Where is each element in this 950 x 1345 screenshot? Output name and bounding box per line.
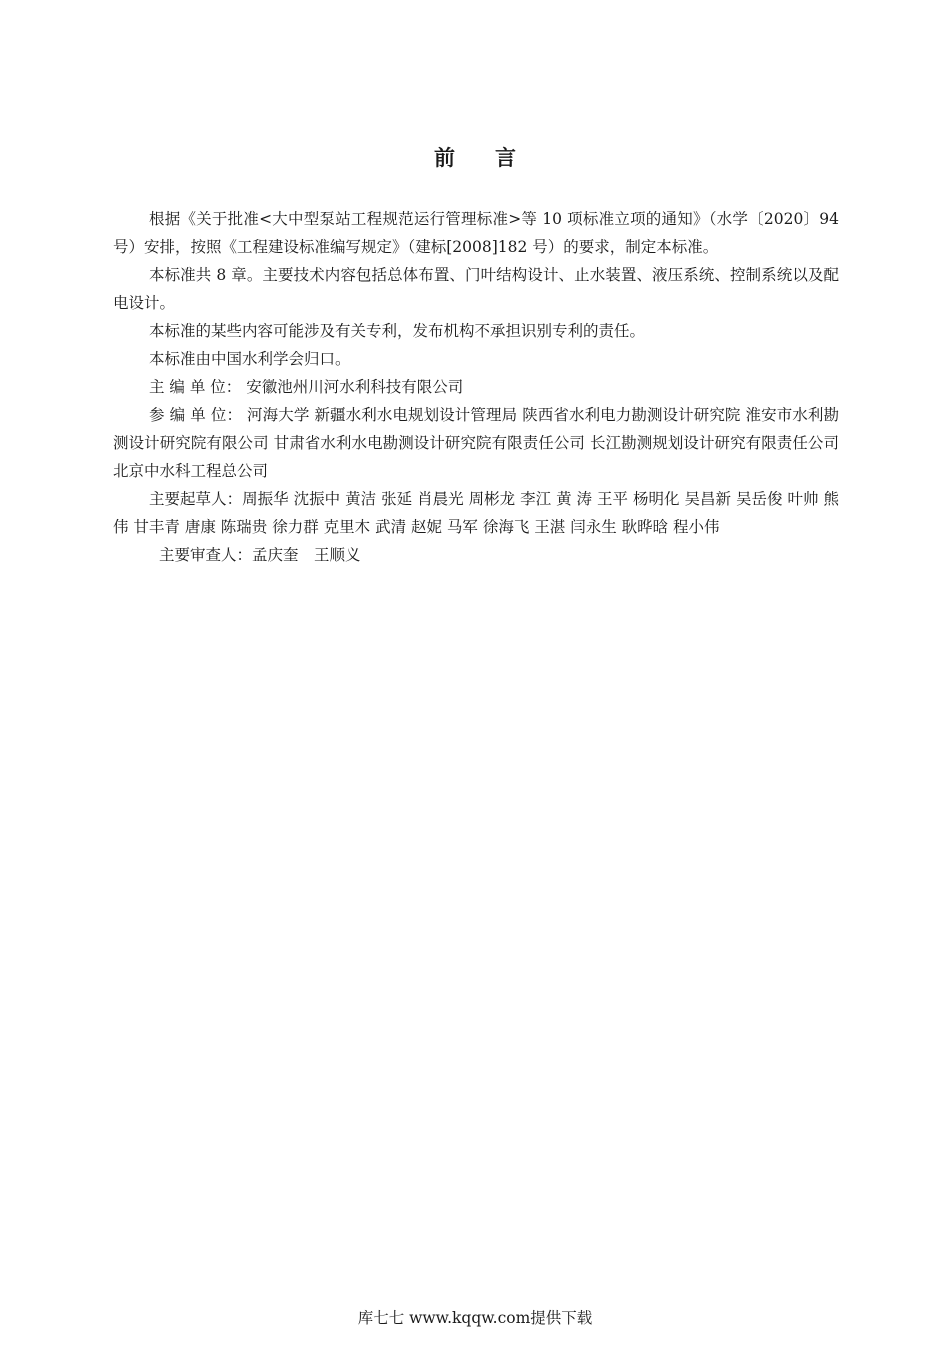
paragraph-drafters: 主要起草人：周振华 沈振中 黄洁 张延 肖晨光 周彬龙 李江 黄 涛 王平 杨明化 吴昌新 吴岳俊 叶帅 熊伟 甘丰青 唐康 陈瑞贵 徐力群 克里木 武清 赵妮 马军 徐海飞 王湛 闫永生 耿晔晗 程小伟	[113, 490, 839, 536]
paragraph-chapters: 本标准共 8 章。主要技术内容包括总体布置、门叶结构设计、止水装置、液压系统、控制系统以及配电设计。	[113, 266, 839, 312]
paragraph-reviewers: 主要审查人：孟庆奎 王顺义	[159, 546, 361, 564]
paragraph-responsible: 本标准由中国水利学会归口。	[149, 350, 351, 368]
paragraph-participating-units: 参 编 单 位： 河海大学 新疆水利水电规划设计管理局 陕西省水利电力勘测设计研究院 淮安市水利勘测设计研究院有限公司 甘肃省水利水电勘测设计研究院有限责任公司 长江勘测规划设计研究有限责任公司 北京中水科工程总公司	[113, 406, 839, 480]
preface-body	[113, 205, 839, 569]
paragraph-chief-editor-unit: 主 编 单 位： 安徽池州川河水利科技有限公司	[149, 378, 464, 396]
paragraph-basis: 根据《关于批准<大中型泵站工程规范运行管理标准>等 10 项标准立项的通知》（水学〔2020〕94 号）安排，按照《工程建设标准编写规定》（建标[2008]182 号）的要求，制定本标准。	[113, 210, 839, 256]
paragraph-patent: 本标准的某些内容可能涉及有关专利，发布机构不承担识别专利的责任。	[149, 322, 646, 340]
page-title: 前言	[434, 146, 556, 170]
footer-watermark: 库七七 www.kqqw.com提供下载	[357, 1309, 593, 1327]
